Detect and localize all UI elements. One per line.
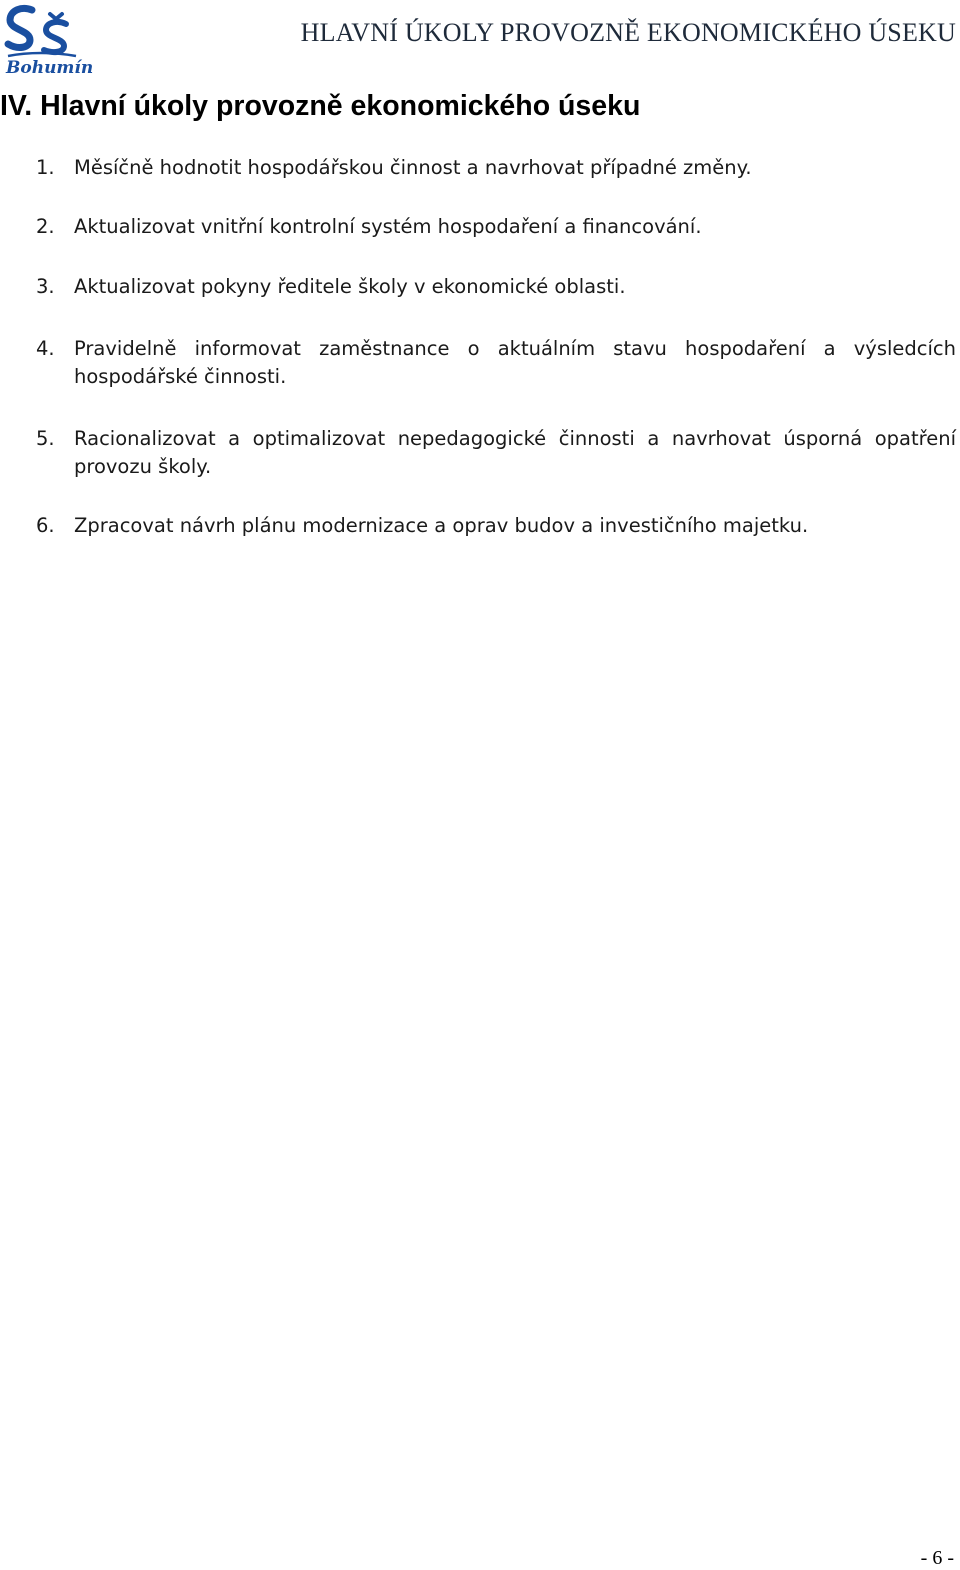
task-item: [36, 425, 956, 481]
task-text: Měsíčně hodnotit hospodářskou činnost a navrhovat případné změny.: [74, 156, 752, 179]
task-item: [36, 273, 956, 301]
task-item: [36, 154, 956, 182]
section-heading: IV. Hlavní úkoly provozně ekonomického úseku: [0, 90, 641, 122]
task-text: Zpracovat návrh plánu modernizace a oprav budov a investičního majetku.: [74, 514, 809, 537]
ss-bohumin-logo-icon: [4, 2, 94, 78]
logo-wordmark: Bohumín: [6, 58, 94, 78]
task-number: 2.: [36, 215, 55, 238]
task-text: Racionalizovat a optimalizovat nepedagogické činnosti a navrhovat úsporná opatření provozu školy.: [74, 427, 956, 478]
task-item: [36, 335, 956, 391]
task-text: Aktualizovat vnitřní kontrolní systém hospodaření a financování.: [74, 215, 702, 238]
task-number: 6.: [36, 514, 55, 537]
task-number: 4.: [36, 337, 55, 360]
task-number: 1.: [36, 156, 55, 179]
page-header: [0, 0, 960, 80]
page-number: - 6 -: [920, 1547, 954, 1569]
header-title: HLAVNÍ ÚKOLY PROVOZNĚ EKONOMICKÉHO ÚSEKU: [300, 18, 956, 47]
task-number: 3.: [36, 275, 55, 298]
task-text: Aktualizovat pokyny ředitele školy v ekonomické oblasti.: [74, 275, 626, 298]
task-text: Pravidelně informovat zaměstnance o aktuálním stavu hospodaření a výsledcích hospodářské činnosti.: [74, 337, 956, 388]
school-logo: [4, 2, 94, 78]
task-item: [36, 512, 956, 540]
task-item: [36, 213, 956, 241]
task-number: 5.: [36, 427, 55, 450]
